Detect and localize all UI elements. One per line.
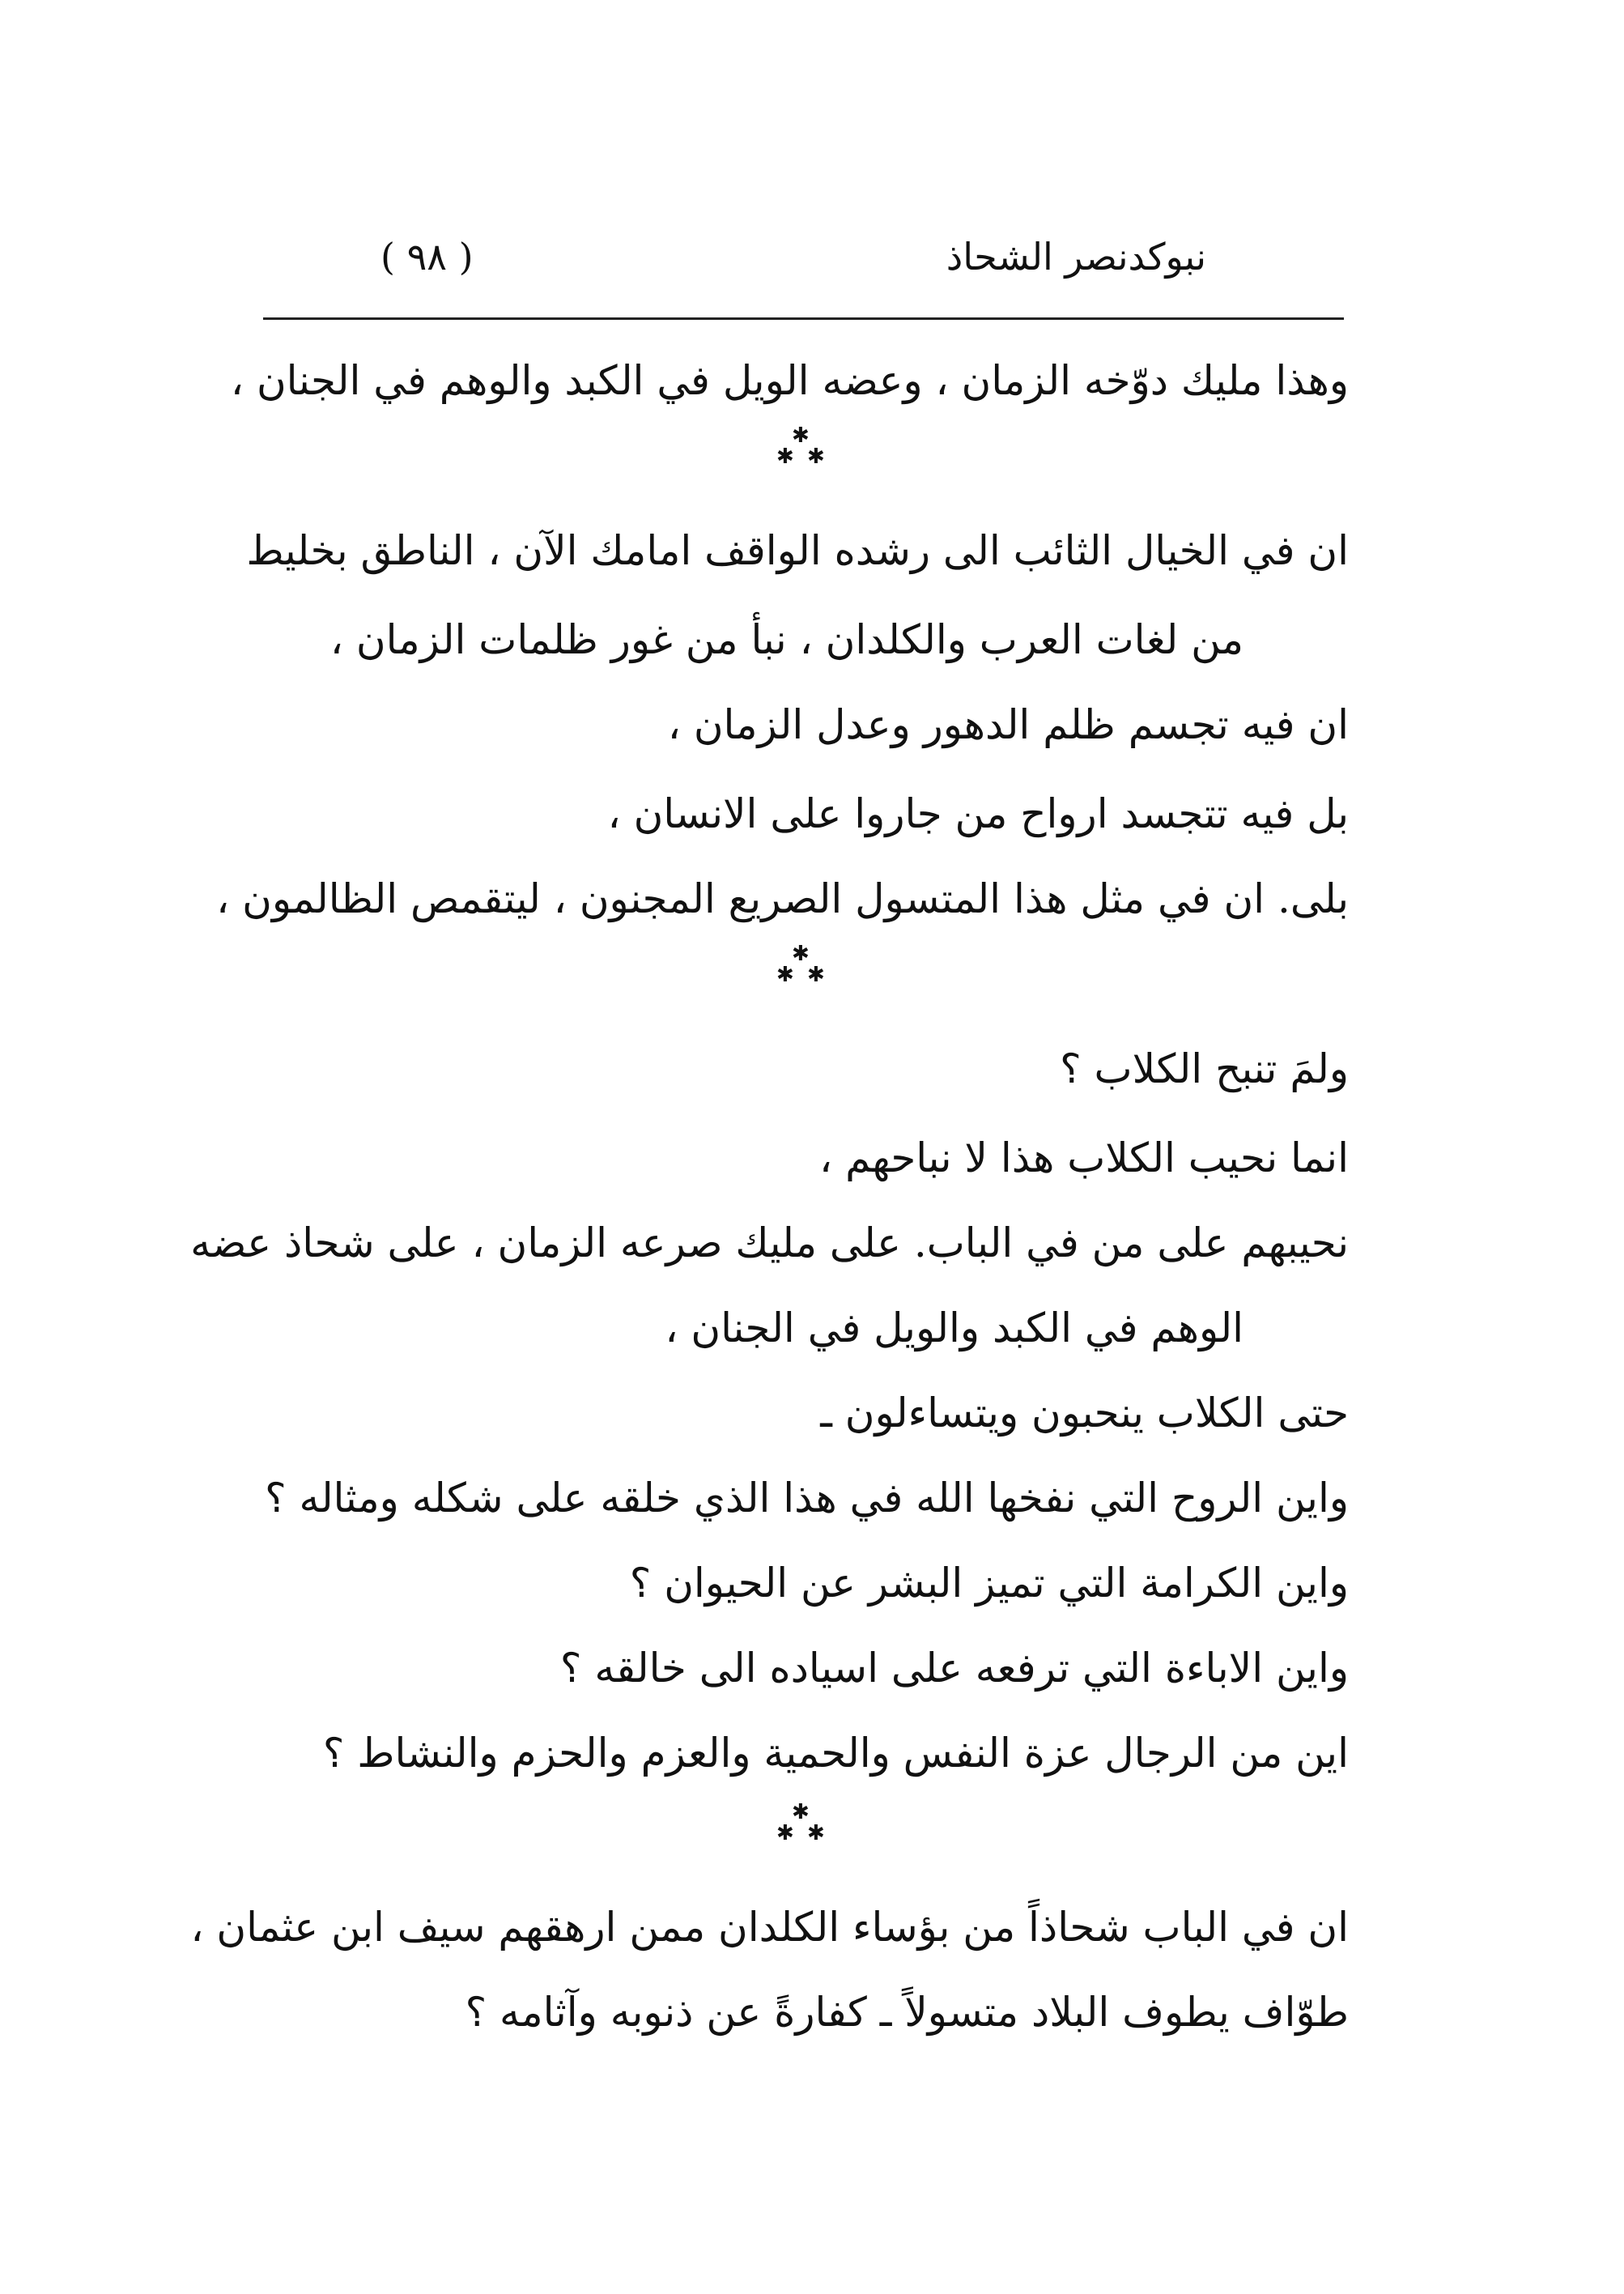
text-line: ان في الباب شحاذاً من بؤساء الكلدان ممن ارهقهم سيف ابن عثمان ، [190,1904,1349,1951]
text-line: واين الروح التي نفخها الله في هذا الذي خلقه على شكله ومثاله ؟ [265,1475,1349,1522]
text-line: حتى الكلاب ينحبون ويتساءلون ـ [820,1390,1349,1436]
asterism-separator: ✱ ✱ ✱ [776,1800,825,1845]
running-title: نبوكدنصر الشحاذ [946,235,1206,279]
page-number: ( ٩٨ ) [380,235,474,279]
text-line: ان فيه تجسم ظلم الدهور وعدل الزمان ، [667,701,1349,748]
text-line: الوهم في الكبد والويل في الجنان ، [665,1304,1244,1351]
text-line: بل فيه تتجسد ارواح من جاروا على الانسان ، [607,790,1349,837]
text-line: طوّاف يطوف البلاد متسولاً ـ كفارةً عن ذنوبه وآثامه ؟ [465,1989,1349,2036]
text-line: ولمَ تنبح الكلاب ؟ [1060,1045,1349,1092]
text-line: وهذا مليك دوّخه الزمان ، وعضه الويل في الكبد والوهم في الجنان ، [230,357,1349,404]
text-line: واين الكرامة التي تميز البشر عن الحيوان ؟ [629,1560,1349,1607]
header-rule [263,317,1344,320]
text-line: واين الاباءة التي ترفعه على اسياده الى خالقه ؟ [559,1645,1349,1692]
asterism-separator: ✱ ✱ ✱ [776,942,825,987]
asterism-separator: ✱ ✱ ✱ [776,423,825,469]
text-line: ان في الخيال الثائب الى رشده الواقف امامك الآن ، الناطق بخليط [246,527,1349,574]
text-line: اين من الرجال عزة النفس والحمية والعزم والحزم والنشاط ؟ [322,1730,1349,1777]
text-line: من لغات العرب والكلدان ، نبأ من غور ظلمات الزمان ، [329,616,1244,663]
text-line: بلى. ان في مثل هذا المتسول الصريع المجنون ، ليتقمص الظالمون ، [216,875,1349,922]
text-line: انما نحيب الكلاب هذا لا نباحهم ، [819,1134,1349,1181]
page-header [267,235,1328,308]
text-line: نحيبهم على من في الباب. على مليك صرعه الزمان ، على شحاذ عضه [190,1219,1349,1266]
